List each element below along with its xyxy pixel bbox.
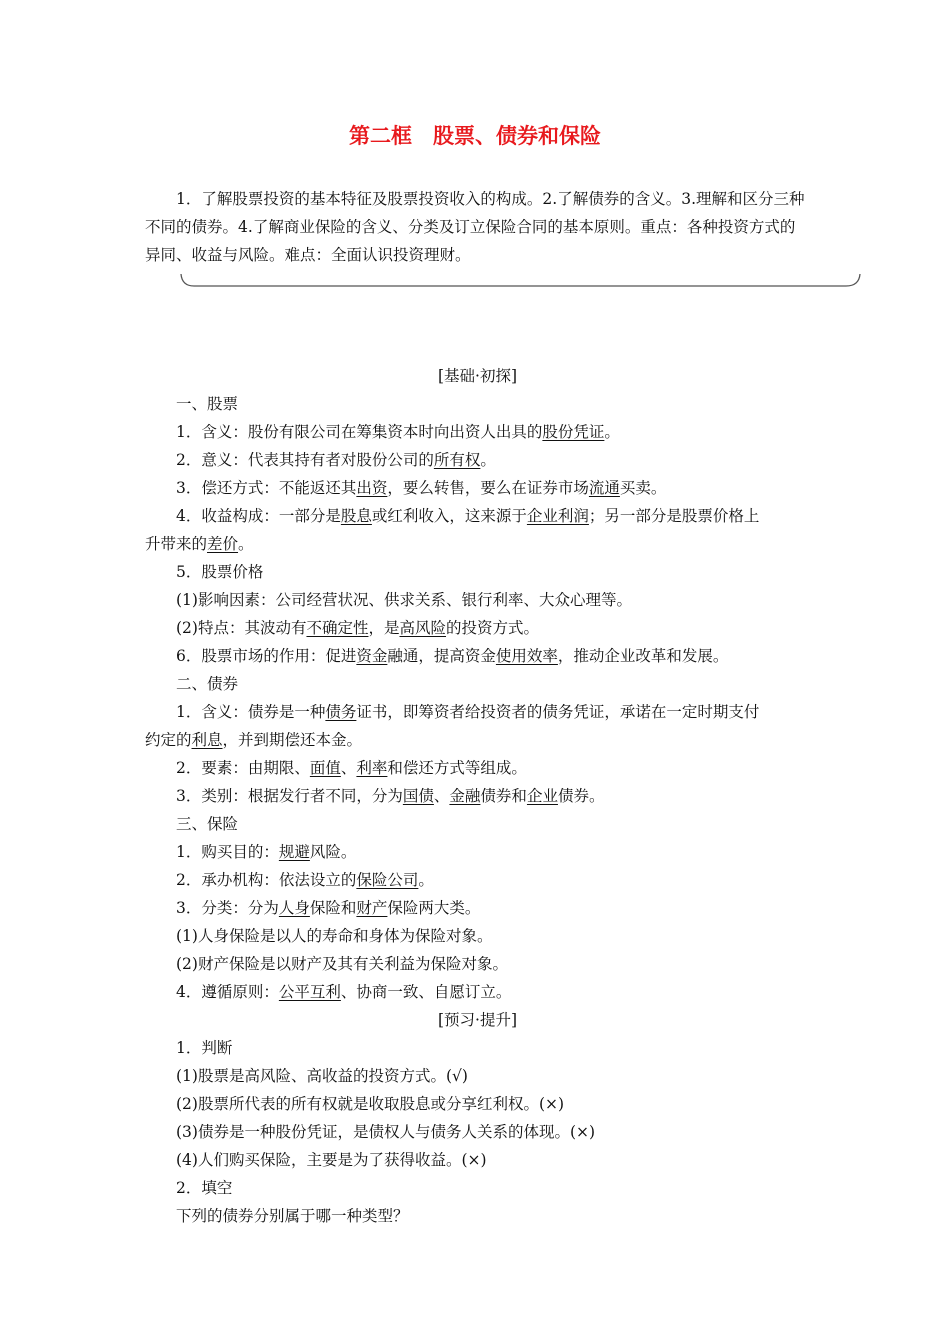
text-run: 。 — [604, 423, 620, 441]
text-run: (3)债券是一种股份凭证，是债权人与债务人关系的体现。(×) — [176, 1123, 596, 1141]
underlined-answer: 财产 — [356, 899, 388, 917]
text-run: 3．分类：分为 — [176, 899, 279, 917]
text-run: ，是 — [368, 619, 400, 637]
text-line — [145, 810, 810, 838]
text-run: 三、保险 — [176, 815, 239, 833]
text-run: [基础·初探] — [437, 367, 518, 385]
text-run: 、 — [340, 759, 357, 777]
text-line — [145, 978, 810, 1006]
text-run: (4)人们购买保险，主要是为了获得收益。(×) — [176, 1151, 487, 1169]
text-run: 风险。 — [309, 843, 357, 861]
text-run: 。 — [480, 451, 496, 469]
text-line — [145, 474, 810, 502]
text-run: 一、股票 — [176, 395, 239, 413]
text-line — [145, 1090, 810, 1118]
text-run: 保险两大类。 — [387, 899, 481, 917]
objective-segment: 了解债券的含义。 — [557, 190, 682, 208]
text-run: 4．遵循原则： — [176, 983, 279, 1001]
text-run: 的投资方式。 — [446, 619, 540, 637]
text-line — [145, 642, 810, 670]
text-run: 下列的债券分别属于哪一种类型？ — [176, 1207, 409, 1225]
text-run: 债券和 — [480, 787, 527, 805]
underlined-answer: 所有权 — [433, 451, 481, 469]
text-line — [145, 698, 810, 726]
text-run: ，推动企业改革和发展。 — [557, 647, 729, 665]
objective-segment: ．了解股票投资的基本特征及股票投资收入的构成。 — [185, 190, 543, 208]
text-run: 1．含义：债券是一种 — [176, 703, 326, 721]
underlined-answer: 金融 — [449, 787, 481, 805]
underlined-answer: 利息 — [191, 731, 223, 749]
text-run: 。 — [418, 871, 434, 889]
underlined-answer: 高风险 — [399, 619, 447, 637]
underlined-answer: 不确定性 — [306, 619, 369, 637]
objective-segment: 了解商业保险的含义、分类及订立保险合同的基本原则。重点：各种投资方式的异同、收益与风险。难点：全面认识投资理财。 — [145, 218, 796, 264]
text-line — [145, 1174, 810, 1202]
text-run: 和偿还方式等组成。 — [387, 759, 527, 777]
text-run: 1．判断 — [176, 1039, 233, 1057]
text-line — [145, 782, 810, 810]
objective-segment: 1 — [176, 190, 186, 208]
text-run: 5．股票价格 — [176, 563, 264, 581]
text-run: 保险和 — [309, 899, 357, 917]
text-run: ，并到期偿还本金。 — [222, 731, 363, 749]
text-line — [145, 894, 810, 922]
text-run: 买卖。 — [619, 479, 667, 497]
text-line — [145, 1118, 810, 1146]
underlined-answer: 流通 — [588, 479, 620, 497]
text-run: (1)影响因素：公司经营状况、供求关系、银行利率、大众心理等。 — [176, 591, 632, 609]
text-run: (1)股票是高风险、高收益的投资方式。(√) — [176, 1067, 468, 1085]
underlined-answer: 企业 — [526, 787, 558, 805]
text-line — [145, 1062, 810, 1090]
underlined-answer: 债务 — [325, 703, 357, 721]
underlined-answer: 资金 — [356, 647, 388, 665]
section-heading — [145, 362, 810, 390]
text-line — [145, 418, 810, 446]
text-run: 、 — [433, 787, 450, 805]
objectives-bracket-curve — [180, 272, 862, 290]
text-run: 2．填空 — [176, 1179, 233, 1197]
text-run: 3．偿还方式：不能返还其 — [176, 479, 357, 497]
text-line — [145, 1202, 810, 1230]
underlined-answer: 公平互利 — [278, 983, 341, 1001]
text-run: 4．收益构成：一部分是 — [176, 507, 341, 525]
text-run: 、协商一致、自愿订立。 — [340, 983, 512, 1001]
text-line — [145, 726, 810, 754]
text-run: ；另一部分是股票价格上 — [588, 507, 760, 525]
text-run: ，要么转售，要么在证券市场 — [387, 479, 589, 497]
underlined-answer: 利率 — [356, 759, 388, 777]
text-line — [145, 390, 810, 418]
underlined-answer: 出资 — [356, 479, 388, 497]
text-run: 或红利收入，这来源于 — [371, 507, 527, 525]
text-run: 2．意义：代表其持有者对股份公司的 — [176, 451, 434, 469]
text-run: 证书，即筹资者给投资者的债务凭证，承诺在一定时期支付 — [356, 703, 760, 721]
text-line — [145, 614, 810, 642]
content-body — [145, 362, 810, 1230]
text-run: [预习·提升] — [437, 1011, 518, 1029]
text-line — [145, 502, 810, 530]
learning-objectives — [145, 185, 810, 269]
underlined-answer: 企业利润 — [526, 507, 589, 525]
text-run: 升带来的 — [145, 535, 208, 553]
text-run: 1．含义：股份有限公司在筹集资本时向出资人出具的 — [176, 423, 543, 441]
text-run: 1．购买目的： — [176, 843, 279, 861]
text-line — [145, 586, 810, 614]
objective-segment: 3. — [681, 190, 696, 208]
page-title: 第二框 股票、债券和保险 — [349, 124, 601, 148]
underlined-answer: 股份凭证 — [542, 423, 605, 441]
underlined-answer: 使用效率 — [495, 647, 558, 665]
text-run: 融通，提高资金 — [387, 647, 496, 665]
underlined-answer: 面值 — [309, 759, 341, 777]
text-run: (1)人身保险是以人的寿命和身体为保险对象。 — [176, 927, 493, 945]
underlined-answer: 差价 — [207, 535, 239, 553]
text-run: 6．股票市场的作用：促进 — [176, 647, 357, 665]
text-run: 2．要素：由期限、 — [176, 759, 310, 777]
text-line — [145, 530, 810, 558]
text-line — [145, 754, 810, 782]
text-line — [145, 1146, 810, 1174]
text-line — [145, 558, 810, 586]
section-heading — [145, 1006, 810, 1034]
underlined-answer: 保险公司 — [356, 871, 419, 889]
text-run: (2)股票所代表的所有权就是收取股息或分享红利权。(×) — [176, 1095, 565, 1113]
underlined-answer: 人身 — [278, 899, 310, 917]
text-run: 。 — [238, 535, 254, 553]
text-run: (2)财产保险是以财产及其有关利益为保险对象。 — [176, 955, 508, 973]
text-run: (2)特点：其波动有 — [176, 619, 307, 637]
text-run: 债券。 — [557, 787, 605, 805]
objective-segment: 4. — [238, 218, 253, 236]
text-run: 2．承办机构：依法设立的 — [176, 871, 357, 889]
text-line — [145, 950, 810, 978]
text-run: 约定的 — [145, 731, 192, 749]
underlined-answer: 股息 — [340, 507, 372, 525]
text-run: 二、债券 — [176, 675, 239, 693]
text-line — [145, 446, 810, 474]
underlined-answer: 规避 — [278, 843, 310, 861]
text-line — [145, 1034, 810, 1062]
text-line — [145, 838, 810, 866]
objective-segment: 2. — [542, 190, 558, 208]
text-line — [145, 670, 810, 698]
text-line — [145, 922, 810, 950]
text-run: 3．类别：根据发行者不同，分为 — [176, 787, 403, 805]
objective-segment: 理解和区分三种不同的债券。 — [145, 190, 805, 236]
text-line — [145, 866, 810, 894]
underlined-answer: 国债 — [402, 787, 434, 805]
